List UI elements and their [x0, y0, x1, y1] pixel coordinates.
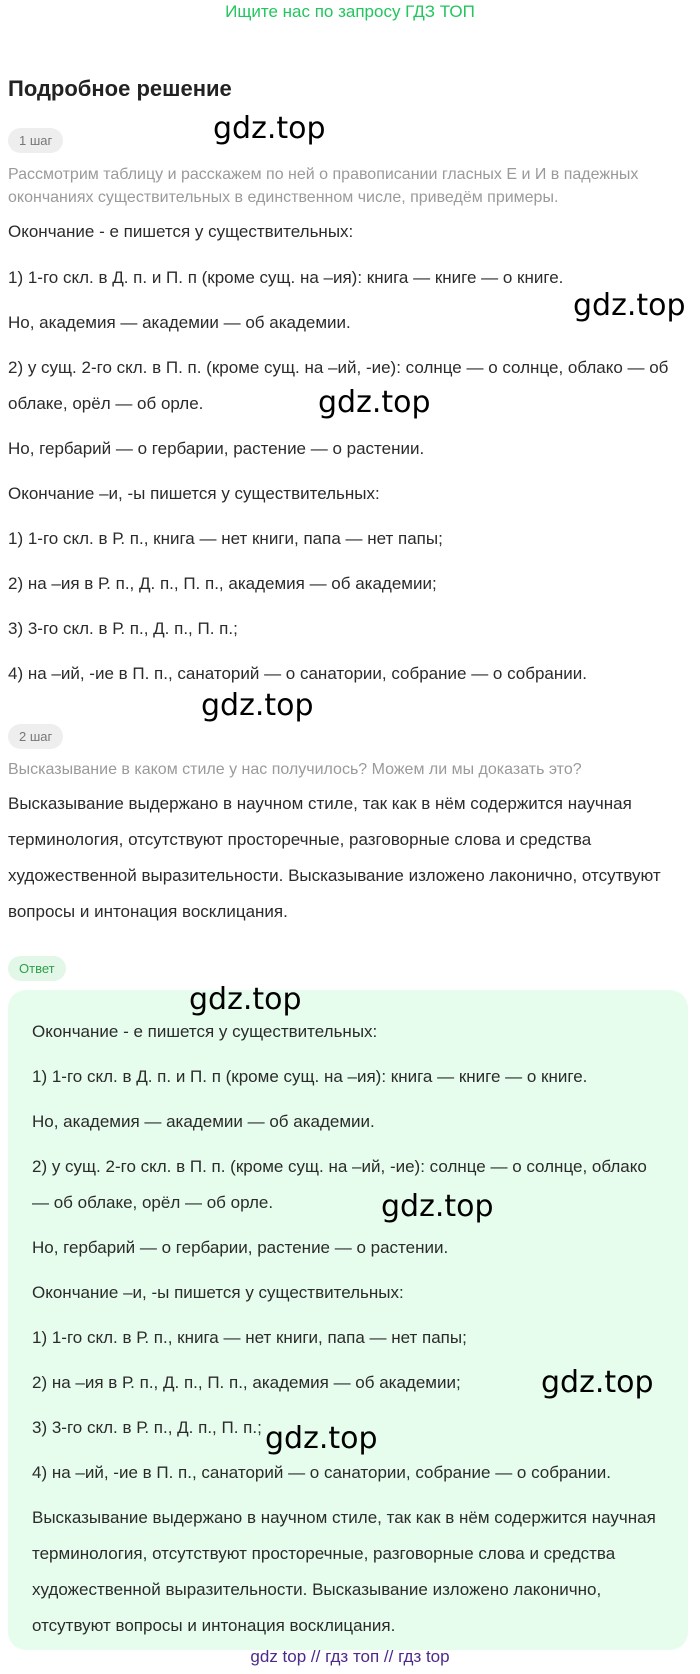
step-1-line: Окончание –и, -ы пишется у существительных: — [8, 484, 380, 503]
watermark: gdz.top — [265, 1421, 378, 1456]
answer-line: Но, гербарий — о гербарии, растение — о растении. — [32, 1238, 449, 1257]
answer-line: 1) 1-го скл. в Д. п. и П. п (кроме сущ. на –ия): книга — книге — о книге. — [32, 1067, 588, 1086]
step-1-line: Окончание - е пишется у существительных: — [8, 222, 354, 241]
section-title: Подробное решение — [8, 76, 232, 101]
step-1-badge: 1 шаг — [8, 128, 63, 153]
watermark: gdz.top — [189, 982, 302, 1017]
step-1-line: 1) 1-го скл. в Д. п. и П. п (кроме сущ. на –ия): книга — книге — о книге. — [8, 268, 564, 287]
answer-line: 3) 3-го скл. в Р. п., Д. п., П. п.; — [32, 1418, 262, 1437]
watermark: gdz.top — [573, 288, 686, 323]
step-1-line: 1) 1-го скл. в Р. п., книга — нет книги, папа — нет папы; — [8, 529, 443, 548]
watermark: gdz.top — [381, 1189, 494, 1224]
step-2-badge: 2 шаг — [8, 724, 63, 749]
watermark: gdz.top — [201, 688, 314, 723]
answer-line: 2) у сущ. 2-го скл. в П. п. (кроме сущ. на –ий, -ие): солнце — о солнце, облако — об облаке, орёл — об орле. — [32, 1157, 647, 1212]
footer: gdz top // гдз топ // гдз top — [250, 1647, 450, 1666]
answer-line: Окончание - е пишется у существительных: — [32, 1022, 378, 1041]
step-1-question: Рассмотрим таблицу и расскажем по ней о правописании гласных Е и И в падежных окончаниях существительных в единственном числе, приведём примеры. — [8, 166, 639, 206]
answer-line: Окончание –и, -ы пишется у существительных: — [32, 1283, 404, 1302]
step-1-line: Но, академия — академии — об академии. — [8, 313, 351, 332]
watermark: gdz.top — [318, 385, 431, 420]
answer-line: 2) на –ия в Р. п., Д. п., П. п., академия — об академии; — [32, 1373, 461, 1392]
answer-conclusion: Высказывание выдержано в научном стиле, так как в нём содержится научная терминология, отсутствуют просторечные, разговорные слова и средства художественной выразительности. Высказывание изложено лаконично, отсутвуют вопросы и интонация восклицания. — [32, 1508, 656, 1635]
step-2-question: Высказывание в каком стиле у нас получилось? Можем ли мы доказать это? — [8, 761, 582, 778]
step-1-line: 2) у сущ. 2-го скл. в П. п. (кроме сущ. на –ий, -ие): солнце — о солнце, облако — об облаке, орёл — об орле. — [8, 358, 669, 413]
answer-line: Но, академия — академии — об академии. — [32, 1112, 375, 1131]
step-1-line: Но, гербарий — о гербарии, растение — о растении. — [8, 439, 425, 458]
step-1-line: 2) на –ия в Р. п., Д. п., П. п., академия — об академии; — [8, 574, 437, 593]
step-1-line: 3) 3-го скл. в Р. п., Д. п., П. п.; — [8, 619, 238, 638]
search-hint: Ищите нас по запросу ГДЗ ТОП — [225, 2, 475, 21]
step-1-line: 4) на –ий, -ие в П. п., санаторий — о санатории, собрание — о собрании. — [8, 664, 587, 683]
answer-badge: Ответ — [8, 956, 66, 981]
answer-line: 4) на –ий, -ие в П. п., санаторий — о санатории, собрание — о собрании. — [32, 1463, 611, 1482]
watermark: gdz.top — [541, 1365, 654, 1400]
answer-line: 1) 1-го скл. в Р. п., книга — нет книги, папа — нет папы; — [32, 1328, 467, 1347]
watermark: gdz.top — [213, 111, 326, 146]
step-2-text: Высказывание выдержано в научном стиле, так как в нём содержится научная терминология, отсутствуют просторечные, разговорные слова и средства художественной выразительности. Высказывание изложено лаконично, отсутвуют вопросы и интонация восклицания. — [8, 794, 661, 921]
